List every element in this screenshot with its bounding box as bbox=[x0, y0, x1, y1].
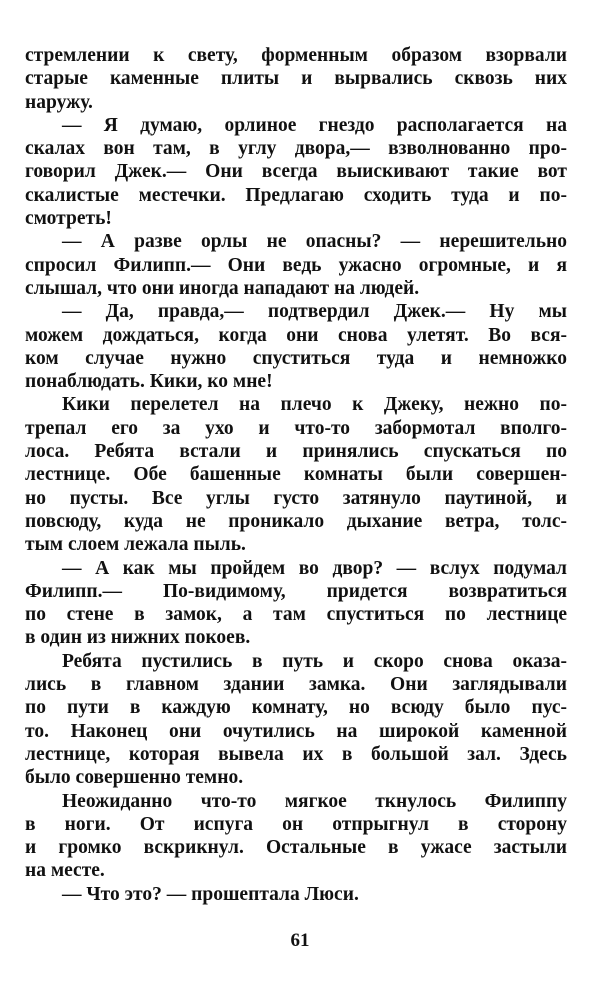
text-line: тым слоем лежала пыль. bbox=[25, 534, 246, 556]
paragraph bbox=[25, 44, 567, 114]
text-line: трепал его за ухо и что-то забормотал вполго- bbox=[25, 417, 567, 439]
text-line: лоса. Ребята встали и принялись спускаться по bbox=[25, 441, 567, 463]
text-line: в ноги. От испуга он отпрыгнул в сторону bbox=[25, 813, 567, 835]
text-line: стремлении к свету, форменным образом взорвали bbox=[25, 45, 567, 66]
text-line: повсюду, куда не проникало дыхание ветра, толс- bbox=[25, 510, 567, 532]
paragraph bbox=[25, 557, 567, 650]
text-line: скалистые местечки. Предлагаю сходить туда и по- bbox=[25, 184, 567, 206]
text-line: — Что это? — прошептала Люси. bbox=[62, 883, 359, 905]
text-line: понаблюдать. Кики, ко мне! bbox=[25, 371, 273, 393]
text-line: лись в главном здании замка. Они заглядывали bbox=[25, 674, 567, 696]
paragraph bbox=[25, 650, 567, 790]
text-line: лестнице. Обе башенные комнаты были совершен- bbox=[25, 464, 567, 486]
text-line: на месте. bbox=[25, 860, 105, 882]
text-line: — Да, правда,— подтвердил Джек.— Ну мы bbox=[62, 301, 567, 323]
text-line: Ребята пустились в путь и скоро снова оказа- bbox=[62, 650, 567, 672]
page-number: 61 bbox=[290, 930, 310, 951]
text-line: то. Наконец они очутились на широкой каменной bbox=[25, 720, 567, 742]
paragraph bbox=[25, 114, 567, 230]
text-line: Неожиданно что-то мягкое ткнулось Филиппу bbox=[62, 790, 567, 812]
book-page-text bbox=[25, 44, 567, 906]
text-line: ком случае нужно спуститься туда и немножко bbox=[25, 347, 567, 369]
text-line: — А разве орлы не опасны? — нерешительно bbox=[62, 231, 567, 253]
paragraph bbox=[25, 883, 567, 906]
text-line: говорил Джек.— Они всегда выискивают такие вот bbox=[25, 161, 567, 183]
paragraph bbox=[25, 300, 567, 393]
paragraph bbox=[25, 230, 567, 300]
text-line: Филипп.— По-видимому, придется возвратиться bbox=[25, 580, 567, 602]
text-line: Кики перелетел на плечо к Джеку, нежно по- bbox=[62, 394, 567, 416]
text-line: но пусты. Все углы густо затянуло паутиной, и bbox=[25, 487, 567, 509]
text-line: по стене в замок, а там спуститься по лестнице bbox=[25, 604, 567, 626]
text-line: было совершенно темно. bbox=[25, 767, 244, 789]
text-line: старые каменные плиты и вырвались сквозь них bbox=[25, 68, 567, 90]
text-line: лестнице, которая вывела их в большой зал. Здесь bbox=[25, 743, 567, 765]
text-line: слышал, что они иногда нападают на людей. bbox=[25, 277, 420, 299]
text-line: смотреть! bbox=[25, 208, 112, 230]
text-line: по пути в каждую комнату, но всюду было пус- bbox=[25, 697, 567, 719]
text-line: спросил Филипп.— Они ведь ужасно огромные, и я bbox=[25, 254, 567, 276]
text-line: наружу. bbox=[25, 91, 93, 113]
paragraph bbox=[25, 790, 567, 883]
text-line: — А как мы пройдем во двор? — вслух подумал bbox=[62, 557, 567, 579]
text-line: в один из нижних покоев. bbox=[25, 627, 251, 649]
text-line: можем дождаться, когда они снова улетят. Во вся- bbox=[25, 324, 567, 346]
text-line: — Я думаю, орлиное гнездо располагается на bbox=[62, 114, 567, 136]
text-line: скалах вон там, в углу двора,— взволнованно про- bbox=[25, 138, 567, 160]
paragraph bbox=[25, 393, 567, 556]
text-line: и громко вскрикнул. Остальные в ужасе застыли bbox=[25, 837, 567, 859]
